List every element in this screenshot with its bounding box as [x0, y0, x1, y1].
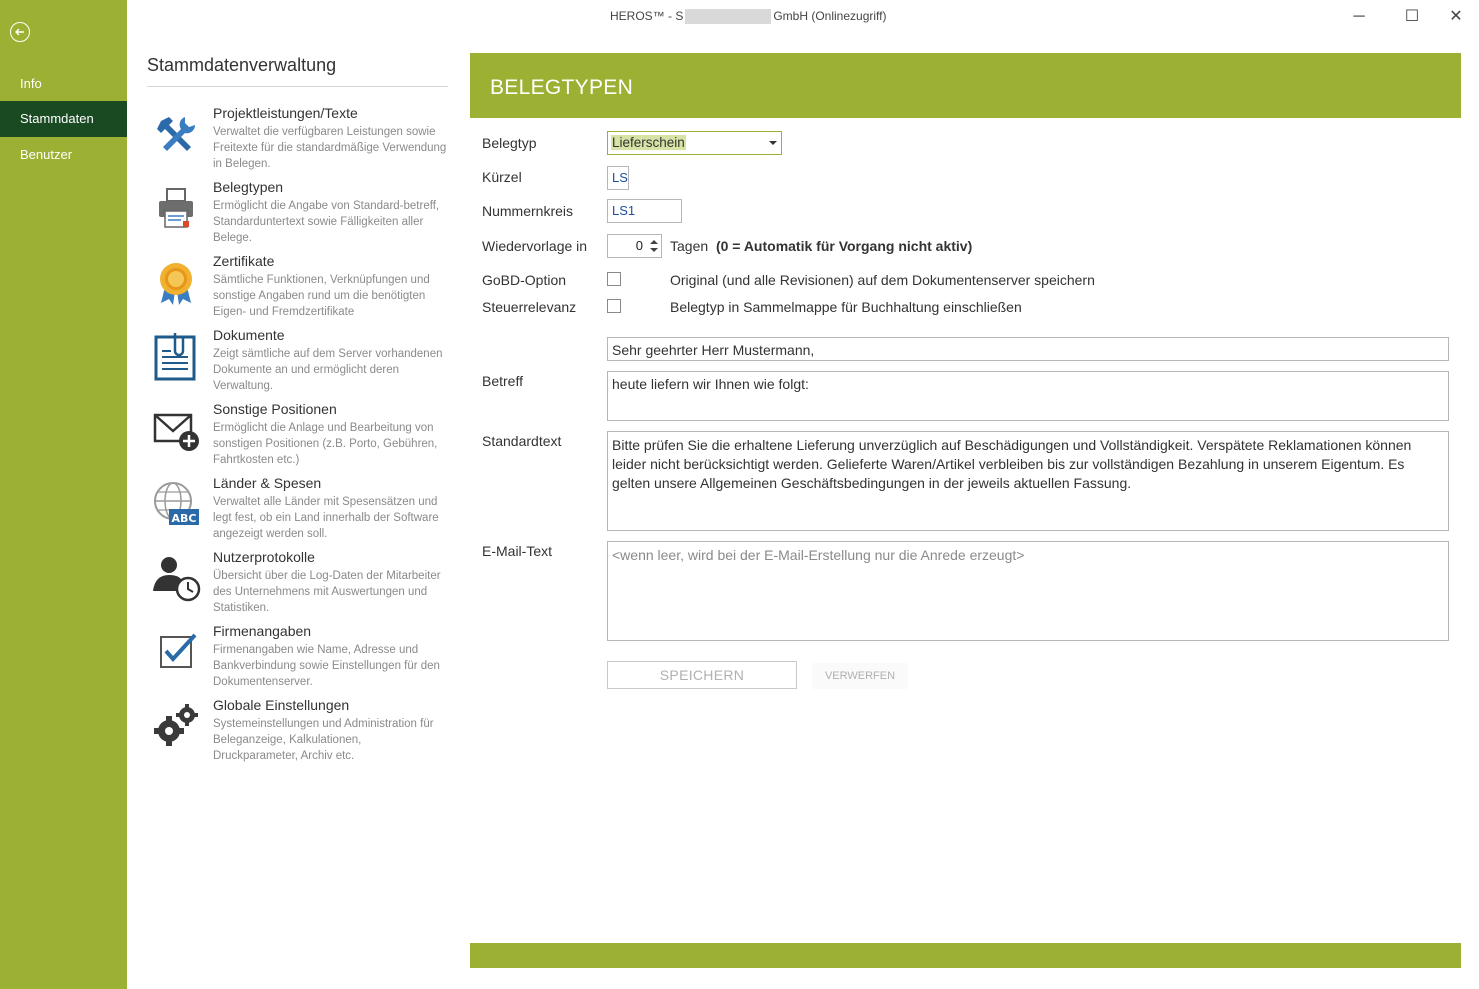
- list-item-projektleistungen[interactable]: [147, 105, 452, 179]
- list-item-dokumente[interactable]: [147, 327, 452, 401]
- close-button[interactable]: ✕: [1449, 8, 1463, 25]
- list-item-desc: Verwaltet die verfügbaren Leistungen sowie Freitexte für die standardmäßige Verwendung in Belegen.: [213, 126, 447, 170]
- gobd-text: Original (und alle Revisionen) auf dem Dokumentenserver speichern: [670, 272, 1095, 288]
- title-bar: [127, 0, 1479, 34]
- minimize-button[interactable]: ─: [1353, 8, 1365, 25]
- list-item-title: Länder & Spesen: [213, 475, 322, 491]
- window-title-prefix: HEROS™ - S: [610, 9, 684, 23]
- window-title-suffix: GmbH (Onlinezugriff): [773, 9, 887, 23]
- tools-icon: [151, 109, 201, 159]
- list-item-firmenangaben[interactable]: [147, 623, 452, 697]
- list-item-globale-einstellungen[interactable]: [147, 697, 452, 771]
- backstage-nav: [0, 0, 127, 989]
- nummernkreis-label: Nummernkreis: [482, 203, 574, 219]
- certificate-icon: [151, 257, 201, 307]
- standardtext-label: Standardtext: [482, 433, 562, 449]
- list-item-desc: Verwaltet alle Länder mit Spesensätzen und legt fest, ob ein Land innerhalb der Software angezeigt werden soll.: [213, 496, 439, 540]
- page-title: BELEGTYPEN: [490, 76, 634, 99]
- back-arrow-icon[interactable]: [10, 22, 30, 42]
- email-text-label: E-Mail-Text: [482, 543, 553, 559]
- tagen-text: [670, 238, 972, 254]
- clipboard-icon: [151, 331, 201, 381]
- tagen-label: Tagen: [670, 238, 709, 254]
- gears-icon: [151, 701, 201, 751]
- list-title: Stammdatenverwaltung: [147, 55, 337, 75]
- divider: [147, 86, 448, 87]
- nav-item-stammdaten[interactable]: Stammdaten: [0, 101, 127, 137]
- steuerrelevanz-checkbox[interactable]: [607, 299, 621, 313]
- list-item-nutzerprotokolle[interactable]: [147, 549, 452, 623]
- kuerzel-field[interactable]: LS: [607, 166, 629, 190]
- list-item-title: Sonstige Positionen: [213, 401, 337, 417]
- chevron-down-icon: [769, 141, 777, 145]
- printer-icon: [151, 183, 201, 233]
- list-item-desc: Sämtliche Funktionen, Verknüpfungen und sonstige Angaben rund um die benötigten Eigen- und Fremdzertifikate: [213, 274, 430, 318]
- belegtyp-label: Belegtyp: [482, 135, 537, 151]
- anrede-field[interactable]: Sehr geehrter Herr Mustermann,: [607, 337, 1449, 361]
- gobd-label: GoBD-Option: [482, 272, 567, 288]
- list-item-desc: Zeigt sämtliche auf dem Server vorhandenen Dokumente an und ermöglicht deren Verwaltung.: [213, 348, 443, 392]
- list-item-title: Projektleistungen/Texte: [213, 105, 358, 121]
- wiedervorlage-stepper[interactable]: [607, 234, 662, 258]
- list-item-title: Dokumente: [213, 327, 285, 343]
- steuerrelevanz-label: Steuerrelevanz: [482, 299, 577, 315]
- list-item-belegtypen[interactable]: [147, 179, 452, 253]
- save-button[interactable]: SPEICHERN: [607, 661, 797, 689]
- nav-item-info[interactable]: Info: [20, 76, 42, 91]
- list-item-title: Zertifikate: [213, 253, 275, 269]
- list-item-laender-spesen[interactable]: [147, 475, 452, 549]
- footer-bar: [470, 943, 1461, 968]
- list-item-zertifikate[interactable]: [147, 253, 452, 327]
- steuerrelevanz-text: Belegtyp in Sammelmappe für Buchhaltung einschließen: [670, 299, 1022, 315]
- list-item-desc: Übersicht über die Log-Daten der Mitarbeiter des Unternehmens mit Auswertungen und Statistiken.: [213, 570, 441, 614]
- tagen-note: (0 = Automatik für Vorgang nicht aktiv): [715, 238, 973, 254]
- belegtyp-dropdown[interactable]: [607, 131, 782, 155]
- section-banner: [470, 53, 1461, 118]
- nav-item-benutzer[interactable]: Benutzer: [20, 147, 73, 162]
- list-item-desc: Ermöglicht die Angabe von Standard-betreff, Standarduntertext sowie Fälligkeiten aller Belege.: [213, 200, 440, 244]
- list-item-title: Firmenangaben: [213, 623, 312, 639]
- checkbox-icon: [151, 627, 201, 677]
- email-text-field[interactable]: <wenn leer, wird bei der E-Mail-Erstellung nur die Anrede erzeugt>: [607, 541, 1449, 641]
- discard-button[interactable]: VERWERFEN: [812, 663, 908, 689]
- spin-up-icon[interactable]: [650, 240, 658, 244]
- list-item-sonstige-positionen[interactable]: [147, 401, 452, 475]
- maximize-button[interactable]: ☐: [1404, 8, 1420, 25]
- window-title: [610, 9, 887, 24]
- svg-text:ABC: ABC: [171, 512, 197, 525]
- standardtext-field[interactable]: Bitte prüfen Sie die erhaltene Lieferung unverzüglich auf Beschädigungen und Vollständigkeit. Verspätete Reklamationen können leider nicht berücksichtigt werden. Gelieferte Waren/Artikel verbleiben bis zur vollständigen Bezahlung in unserem Eigentum. Es gelten unsere Allgemeinen Geschäftsbedingungen in der jeweils aktuellen Fassung.: [607, 431, 1449, 531]
- spin-down-icon[interactable]: [650, 248, 658, 252]
- wiedervorlage-value: 0: [635, 238, 643, 253]
- globe-abc-icon: [151, 479, 201, 529]
- list-item-title: Nutzerprotokolle: [213, 549, 315, 565]
- redacted-block: [685, 9, 771, 24]
- list-item-title: Globale Einstellungen: [213, 697, 350, 713]
- wiedervorlage-label: Wiedervorlage in: [482, 238, 588, 254]
- betreff-field[interactable]: heute liefern wir Ihnen wie folgt:: [607, 371, 1449, 421]
- envelope-add-icon: [151, 405, 201, 455]
- user-clock-icon: [151, 553, 201, 603]
- nummernkreis-field[interactable]: LS1: [607, 199, 682, 223]
- gobd-checkbox[interactable]: [607, 272, 621, 286]
- betreff-label: Betreff: [482, 373, 523, 389]
- list-item-title: Belegtypen: [213, 179, 284, 195]
- kuerzel-label: Kürzel: [482, 169, 522, 185]
- list-item-desc: Firmenangaben wie Name, Adresse und Bankverbindung sowie Einstellungen für den Dokumentenserver.: [213, 644, 440, 688]
- belegtyp-value: Lieferschein: [612, 135, 685, 150]
- list-item-desc: Systemeinstellungen und Administration für Beleganzeige, Kalkulationen, Druckparameter, Archiv etc.: [213, 718, 434, 762]
- list-item-desc: Ermöglicht die Anlage und Bearbeitung von sonstigen Positionen (z.B. Porto, Gebühren, Fahrtkosten etc.): [213, 422, 438, 466]
